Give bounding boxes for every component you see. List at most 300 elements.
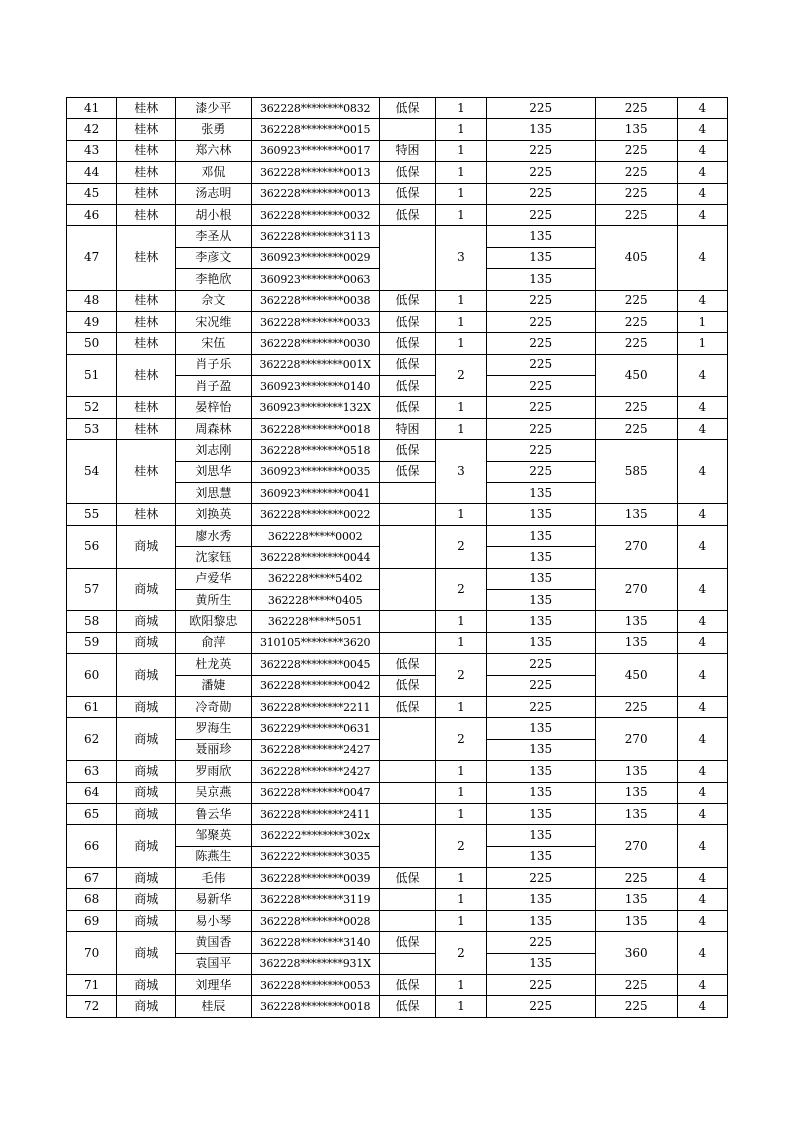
household-count-cell: 1 — [436, 397, 486, 418]
total-amount-cell: 135 — [595, 803, 677, 824]
months-cell: 1 — [677, 311, 727, 332]
area-cell: 商城 — [117, 803, 176, 824]
area-cell: 商城 — [117, 696, 176, 717]
serial-number-cell: 56 — [67, 525, 117, 568]
category-cell: 低保 — [379, 461, 436, 482]
months-cell: 4 — [677, 803, 727, 824]
name-cell: 邓侃 — [176, 162, 252, 183]
amount-cell: 135 — [486, 247, 595, 268]
amount-cell: 135 — [486, 953, 595, 974]
table-body — [67, 98, 728, 1018]
area-cell: 桂林 — [117, 504, 176, 525]
amount-cell: 225 — [486, 868, 595, 889]
months-cell: 4 — [677, 204, 727, 225]
id-number-cell: 360923********0041 — [251, 483, 379, 504]
area-cell: 桂林 — [117, 162, 176, 183]
name-cell: 卢爱华 — [176, 568, 252, 589]
months-cell: 4 — [677, 226, 727, 290]
amount-cell: 225 — [486, 440, 595, 461]
household-count-cell: 1 — [436, 98, 486, 119]
table-row — [67, 440, 728, 461]
household-count-cell: 1 — [436, 290, 486, 311]
total-amount-cell: 135 — [595, 119, 677, 140]
id-number-cell: 362228********0030 — [251, 333, 379, 354]
category-cell: 低保 — [379, 868, 436, 889]
serial-number-cell: 41 — [67, 98, 117, 119]
name-cell: 黄所生 — [176, 589, 252, 610]
name-cell: 聂丽珍 — [176, 739, 252, 760]
id-number-cell: 362228********3113 — [251, 226, 379, 247]
id-number-cell: 362228*****0002 — [251, 525, 379, 546]
category-cell: 特困 — [379, 140, 436, 161]
name-cell: 郑六林 — [176, 140, 252, 161]
name-cell: 易小琴 — [176, 910, 252, 931]
area-cell: 桂林 — [117, 204, 176, 225]
category-cell — [379, 825, 436, 868]
area-cell: 桂林 — [117, 119, 176, 140]
total-amount-cell: 225 — [595, 162, 677, 183]
household-count-cell: 1 — [436, 183, 486, 204]
area-cell: 商城 — [117, 868, 176, 889]
months-cell: 4 — [677, 290, 727, 311]
id-number-cell: 362228********2211 — [251, 696, 379, 717]
total-amount-cell: 225 — [595, 397, 677, 418]
serial-number-cell: 55 — [67, 504, 117, 525]
household-count-cell: 2 — [436, 525, 486, 568]
table-row — [67, 611, 728, 632]
area-cell: 桂林 — [117, 226, 176, 290]
household-count-cell: 1 — [436, 889, 486, 910]
total-amount-cell: 225 — [595, 996, 677, 1017]
household-count-cell: 1 — [436, 696, 486, 717]
name-cell: 杜龙英 — [176, 654, 252, 675]
id-number-cell: 362228********0039 — [251, 868, 379, 889]
name-cell: 肖子盈 — [176, 376, 252, 397]
amount-cell: 135 — [486, 632, 595, 653]
total-amount-cell: 135 — [595, 910, 677, 931]
total-amount-cell: 225 — [595, 975, 677, 996]
name-cell: 罗海生 — [176, 718, 252, 739]
id-number-cell: 362228********0045 — [251, 654, 379, 675]
table-row — [67, 718, 728, 739]
amount-cell: 135 — [486, 269, 595, 290]
name-cell: 李艳欣 — [176, 269, 252, 290]
name-cell: 冷奇勋 — [176, 696, 252, 717]
amount-cell: 225 — [486, 354, 595, 375]
months-cell: 4 — [677, 504, 727, 525]
category-cell — [379, 483, 436, 504]
table-row — [67, 290, 728, 311]
household-count-cell: 1 — [436, 162, 486, 183]
id-number-cell: 362228********001X — [251, 354, 379, 375]
serial-number-cell: 60 — [67, 654, 117, 697]
category-cell: 低保 — [379, 440, 436, 461]
table-row — [67, 632, 728, 653]
amount-cell: 225 — [486, 204, 595, 225]
amount-cell: 135 — [486, 718, 595, 739]
amount-cell: 135 — [486, 782, 595, 803]
category-cell — [379, 504, 436, 525]
id-number-cell: 362228********0018 — [251, 418, 379, 439]
category-cell: 低保 — [379, 654, 436, 675]
name-cell: 欧阳黎忠 — [176, 611, 252, 632]
area-cell: 桂林 — [117, 440, 176, 504]
category-cell: 低保 — [379, 311, 436, 332]
amount-cell: 225 — [486, 290, 595, 311]
serial-number-cell: 43 — [67, 140, 117, 161]
serial-number-cell: 63 — [67, 761, 117, 782]
total-amount-cell: 135 — [595, 782, 677, 803]
name-cell: 刘志刚 — [176, 440, 252, 461]
serial-number-cell: 61 — [67, 696, 117, 717]
category-cell: 低保 — [379, 397, 436, 418]
amount-cell: 225 — [486, 975, 595, 996]
name-cell: 晏梓怡 — [176, 397, 252, 418]
total-amount-cell: 225 — [595, 696, 677, 717]
category-cell: 低保 — [379, 376, 436, 397]
total-amount-cell: 135 — [595, 889, 677, 910]
id-number-cell: 362222********302x — [251, 825, 379, 846]
table-row — [67, 333, 728, 354]
name-cell: 吴京燕 — [176, 782, 252, 803]
id-number-cell: 362228********0013 — [251, 162, 379, 183]
months-cell: 4 — [677, 183, 727, 204]
amount-cell: 135 — [486, 803, 595, 824]
total-amount-cell: 225 — [595, 204, 677, 225]
category-cell: 低保 — [379, 98, 436, 119]
area-cell: 商城 — [117, 568, 176, 611]
amount-cell: 135 — [486, 119, 595, 140]
total-amount-cell: 270 — [595, 568, 677, 611]
name-cell: 桂辰 — [176, 996, 252, 1017]
name-cell: 廖水秀 — [176, 525, 252, 546]
category-cell — [379, 119, 436, 140]
area-cell: 商城 — [117, 632, 176, 653]
household-count-cell: 1 — [436, 204, 486, 225]
name-cell: 肖子乐 — [176, 354, 252, 375]
category-cell: 低保 — [379, 696, 436, 717]
table-row — [67, 868, 728, 889]
months-cell: 4 — [677, 354, 727, 397]
household-count-cell: 1 — [436, 761, 486, 782]
category-cell — [379, 910, 436, 931]
category-cell: 低保 — [379, 675, 436, 696]
amount-cell: 225 — [486, 696, 595, 717]
serial-number-cell: 50 — [67, 333, 117, 354]
serial-number-cell: 59 — [67, 632, 117, 653]
months-cell: 4 — [677, 632, 727, 653]
serial-number-cell: 48 — [67, 290, 117, 311]
serial-number-cell: 47 — [67, 226, 117, 290]
total-amount-cell: 450 — [595, 654, 677, 697]
area-cell: 商城 — [117, 654, 176, 697]
name-cell: 易新华 — [176, 889, 252, 910]
name-cell: 陈燕生 — [176, 846, 252, 867]
months-cell: 4 — [677, 889, 727, 910]
name-cell: 漆少平 — [176, 98, 252, 119]
category-cell: 特困 — [379, 418, 436, 439]
amount-cell: 135 — [486, 226, 595, 247]
name-cell: 汤志明 — [176, 183, 252, 204]
subsidy-table — [66, 97, 728, 1018]
table-row — [67, 204, 728, 225]
id-number-cell: 362228********0053 — [251, 975, 379, 996]
serial-number-cell: 42 — [67, 119, 117, 140]
serial-number-cell: 58 — [67, 611, 117, 632]
category-cell: 低保 — [379, 354, 436, 375]
serial-number-cell: 44 — [67, 162, 117, 183]
months-cell: 4 — [677, 397, 727, 418]
category-cell — [379, 953, 436, 974]
household-count-cell: 3 — [436, 226, 486, 290]
household-count-cell: 1 — [436, 975, 486, 996]
household-count-cell: 1 — [436, 632, 486, 653]
id-number-cell: 360923********0017 — [251, 140, 379, 161]
area-cell: 商城 — [117, 996, 176, 1017]
area-cell: 商城 — [117, 932, 176, 975]
amount-cell: 135 — [486, 825, 595, 846]
area-cell: 桂林 — [117, 397, 176, 418]
household-count-cell: 2 — [436, 568, 486, 611]
serial-number-cell: 66 — [67, 825, 117, 868]
id-number-cell: 362228********2427 — [251, 739, 379, 760]
category-cell: 低保 — [379, 183, 436, 204]
serial-number-cell: 51 — [67, 354, 117, 397]
amount-cell: 225 — [486, 183, 595, 204]
household-count-cell: 2 — [436, 825, 486, 868]
area-cell: 桂林 — [117, 311, 176, 332]
total-amount-cell: 225 — [595, 311, 677, 332]
area-cell: 桂林 — [117, 183, 176, 204]
table-row — [67, 889, 728, 910]
months-cell: 4 — [677, 868, 727, 889]
table-row — [67, 996, 728, 1017]
total-amount-cell: 225 — [595, 140, 677, 161]
months-cell: 4 — [677, 996, 727, 1017]
total-amount-cell: 270 — [595, 825, 677, 868]
table-row — [67, 162, 728, 183]
amount-cell: 135 — [486, 525, 595, 546]
months-cell: 4 — [677, 932, 727, 975]
id-number-cell: 362222********3035 — [251, 846, 379, 867]
table-row — [67, 311, 728, 332]
amount-cell: 225 — [486, 996, 595, 1017]
area-cell: 商城 — [117, 910, 176, 931]
amount-cell: 225 — [486, 98, 595, 119]
id-number-cell: 360923********0063 — [251, 269, 379, 290]
category-cell: 低保 — [379, 975, 436, 996]
name-cell: 胡小根 — [176, 204, 252, 225]
id-number-cell: 362228********0042 — [251, 675, 379, 696]
amount-cell: 135 — [486, 504, 595, 525]
amount-cell: 225 — [486, 932, 595, 953]
area-cell: 桂林 — [117, 290, 176, 311]
amount-cell: 225 — [486, 333, 595, 354]
months-cell: 4 — [677, 418, 727, 439]
amount-cell: 135 — [486, 568, 595, 589]
amount-cell: 135 — [486, 889, 595, 910]
id-number-cell: 362228********0018 — [251, 996, 379, 1017]
serial-number-cell: 57 — [67, 568, 117, 611]
category-cell — [379, 889, 436, 910]
months-cell: 4 — [677, 975, 727, 996]
total-amount-cell: 360 — [595, 932, 677, 975]
months-cell: 1 — [677, 333, 727, 354]
household-count-cell: 1 — [436, 910, 486, 931]
household-count-cell: 2 — [436, 354, 486, 397]
table-row — [67, 568, 728, 589]
id-number-cell: 362228********0013 — [251, 183, 379, 204]
id-number-cell: 362228********2411 — [251, 803, 379, 824]
category-cell: 低保 — [379, 932, 436, 953]
id-number-cell: 360923********0140 — [251, 376, 379, 397]
category-cell — [379, 611, 436, 632]
household-count-cell: 1 — [436, 311, 486, 332]
area-cell: 商城 — [117, 975, 176, 996]
area-cell: 桂林 — [117, 418, 176, 439]
household-count-cell: 1 — [436, 611, 486, 632]
id-number-cell: 362228********3140 — [251, 932, 379, 953]
household-count-cell: 2 — [436, 932, 486, 975]
name-cell: 潘婕 — [176, 675, 252, 696]
name-cell: 俞萍 — [176, 632, 252, 653]
total-amount-cell: 225 — [595, 98, 677, 119]
id-number-cell: 362228********0044 — [251, 547, 379, 568]
amount-cell: 135 — [486, 589, 595, 610]
table-row — [67, 98, 728, 119]
total-amount-cell: 225 — [595, 183, 677, 204]
id-number-cell: 360923********0029 — [251, 247, 379, 268]
months-cell: 4 — [677, 611, 727, 632]
name-cell: 周森林 — [176, 418, 252, 439]
table-row — [67, 140, 728, 161]
amount-cell: 135 — [486, 611, 595, 632]
amount-cell: 225 — [486, 311, 595, 332]
area-cell: 桂林 — [117, 98, 176, 119]
amount-cell: 225 — [486, 376, 595, 397]
amount-cell: 225 — [486, 162, 595, 183]
serial-number-cell: 72 — [67, 996, 117, 1017]
months-cell: 4 — [677, 825, 727, 868]
table-row — [67, 504, 728, 525]
area-cell: 商城 — [117, 782, 176, 803]
total-amount-cell: 405 — [595, 226, 677, 290]
name-cell: 黄国香 — [176, 932, 252, 953]
category-cell: 低保 — [379, 333, 436, 354]
area-cell: 商城 — [117, 761, 176, 782]
name-cell: 宋伍 — [176, 333, 252, 354]
table-row — [67, 782, 728, 803]
total-amount-cell: 135 — [595, 632, 677, 653]
table-row — [67, 932, 728, 953]
serial-number-cell: 49 — [67, 311, 117, 332]
id-number-cell: 362228********0022 — [251, 504, 379, 525]
household-count-cell: 1 — [436, 119, 486, 140]
months-cell: 4 — [677, 140, 727, 161]
id-number-cell: 362228********0015 — [251, 119, 379, 140]
id-number-cell: 362229********0631 — [251, 718, 379, 739]
household-count-cell: 1 — [436, 504, 486, 525]
id-number-cell: 310105********3620 — [251, 632, 379, 653]
area-cell: 商城 — [117, 825, 176, 868]
id-number-cell: 362228********0047 — [251, 782, 379, 803]
area-cell: 商城 — [117, 889, 176, 910]
total-amount-cell: 135 — [595, 504, 677, 525]
table-row — [67, 183, 728, 204]
household-count-cell: 1 — [436, 803, 486, 824]
id-number-cell: 360923********132X — [251, 397, 379, 418]
household-count-cell: 1 — [436, 140, 486, 161]
id-number-cell: 362228********0032 — [251, 204, 379, 225]
months-cell: 4 — [677, 782, 727, 803]
name-cell: 毛伟 — [176, 868, 252, 889]
household-count-cell: 1 — [436, 868, 486, 889]
total-amount-cell: 135 — [595, 611, 677, 632]
table-row — [67, 525, 728, 546]
area-cell: 桂林 — [117, 333, 176, 354]
household-count-cell: 3 — [436, 440, 486, 504]
category-cell — [379, 632, 436, 653]
serial-number-cell: 70 — [67, 932, 117, 975]
amount-cell: 225 — [486, 461, 595, 482]
name-cell: 宋况维 — [176, 311, 252, 332]
serial-number-cell: 45 — [67, 183, 117, 204]
table-row — [67, 696, 728, 717]
id-number-cell: 362228********931X — [251, 953, 379, 974]
total-amount-cell: 585 — [595, 440, 677, 504]
area-cell: 商城 — [117, 718, 176, 761]
serial-number-cell: 67 — [67, 868, 117, 889]
table-row — [67, 803, 728, 824]
months-cell: 4 — [677, 718, 727, 761]
id-number-cell: 362228********0038 — [251, 290, 379, 311]
name-cell: 刘思慧 — [176, 483, 252, 504]
id-number-cell: 362228*****5051 — [251, 611, 379, 632]
months-cell: 4 — [677, 119, 727, 140]
id-number-cell: 362228********0518 — [251, 440, 379, 461]
serial-number-cell: 68 — [67, 889, 117, 910]
category-cell — [379, 782, 436, 803]
months-cell: 4 — [677, 654, 727, 697]
household-count-cell: 1 — [436, 333, 486, 354]
table-row — [67, 975, 728, 996]
table-row — [67, 654, 728, 675]
table-row — [67, 910, 728, 931]
months-cell: 4 — [677, 98, 727, 119]
total-amount-cell: 450 — [595, 354, 677, 397]
amount-cell: 135 — [486, 761, 595, 782]
serial-number-cell: 71 — [67, 975, 117, 996]
name-cell: 袁国平 — [176, 953, 252, 974]
id-number-cell: 362228********0832 — [251, 98, 379, 119]
category-cell — [379, 718, 436, 761]
category-cell: 低保 — [379, 290, 436, 311]
months-cell: 4 — [677, 696, 727, 717]
serial-number-cell: 46 — [67, 204, 117, 225]
area-cell: 商城 — [117, 525, 176, 568]
total-amount-cell: 225 — [595, 333, 677, 354]
id-number-cell: 362228*****5402 — [251, 568, 379, 589]
id-number-cell: 360923********0035 — [251, 461, 379, 482]
table-row — [67, 119, 728, 140]
area-cell: 商城 — [117, 611, 176, 632]
name-cell: 沈家钰 — [176, 547, 252, 568]
months-cell: 4 — [677, 761, 727, 782]
household-count-cell: 2 — [436, 718, 486, 761]
amount-cell: 135 — [486, 846, 595, 867]
category-cell — [379, 761, 436, 782]
amount-cell: 225 — [486, 675, 595, 696]
